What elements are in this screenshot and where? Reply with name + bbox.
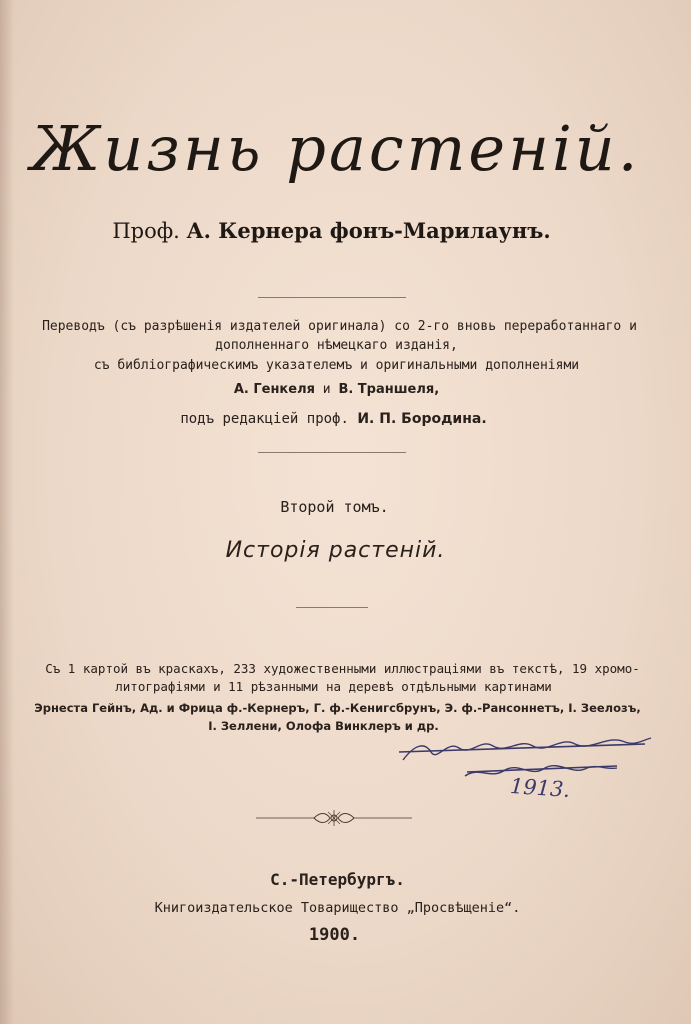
imprint-city: С.-Петербургъ. <box>270 870 405 889</box>
translation-line-3: съ библіографическимъ указателемъ и оригинальными дополненіями <box>93 358 580 373</box>
ornament-flourish <box>256 808 412 828</box>
contributor-transhel: В. Траншеля, <box>338 382 440 397</box>
divider-top <box>258 297 406 298</box>
author-name: А. Кернера фонъ-Марилаунъ. <box>186 218 551 243</box>
translation-line-2: дополненнаго нѣмецкаго изданія, <box>215 338 458 353</box>
divider-middle <box>258 452 406 453</box>
contributor-genkel: А. Генкеля <box>233 382 315 397</box>
illustrations-line-1: Съ 1 картой въ краскахъ, 233 художественными иллюстраціями въ текстѣ, 19 хромо- <box>45 661 640 676</box>
volume-label: Второй томъ. <box>280 498 389 516</box>
contributor-and: и <box>322 382 331 397</box>
contributors-line <box>0 382 682 397</box>
divider-short <box>296 607 368 608</box>
imprint-year: 1900. <box>308 925 361 945</box>
illustrations-line-2: литографіями и 11 рѣзанными на деревѣ отдѣльными картинами <box>115 679 552 694</box>
handwritten-year: 1913. <box>509 773 571 803</box>
volume-subtitle: Исторія растеній. <box>225 538 446 563</box>
artists-names-2: І. Зеллени, Олофа Винклеръ и др. <box>208 719 439 733</box>
editor-name: И. П. Бородина. <box>357 411 487 427</box>
editor-prefix: подъ редакціей проф. <box>180 411 349 427</box>
book-title: Жизнь растеній. <box>30 112 641 185</box>
artists-line-1 <box>0 701 683 715</box>
author-prefix: Проф. <box>112 219 180 243</box>
artists-names-1: Эрнеста Гейнъ, Ад. и Фрица ф.-Кернеръ, Г. ф.-Кенигсбрунъ, Э. ф.-Рансоннетъ, І. Зеелозъ, <box>34 701 641 715</box>
imprint-publisher: Книгоиздательское Товарищество „Просвѣщеніе“. <box>154 900 521 916</box>
editor-line <box>0 411 679 427</box>
author-line <box>0 218 677 243</box>
translation-line-1: Переводъ (съ разрѣшенія издателей оригинала) со 2-го вновь переработаннаго и <box>42 319 637 334</box>
